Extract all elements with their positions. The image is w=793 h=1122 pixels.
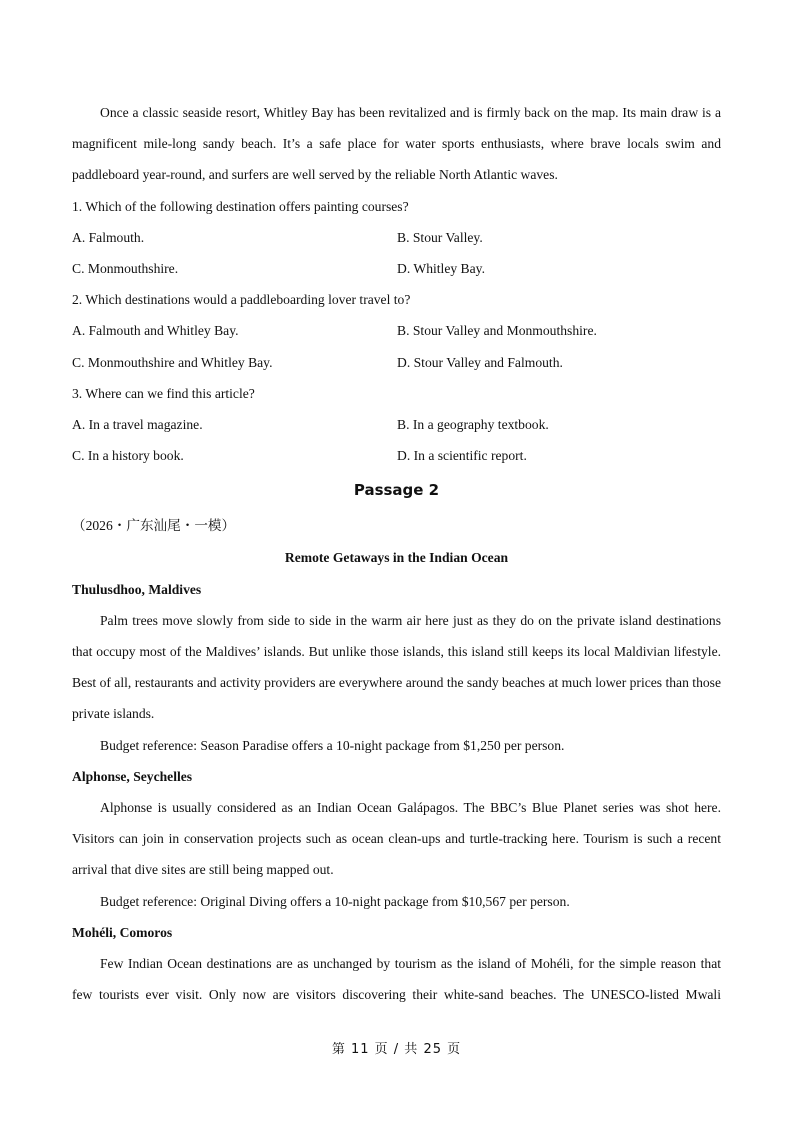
option-a: A. In a travel magazine. — [72, 417, 203, 433]
section-moheli — [72, 917, 721, 1011]
section-text: Palm trees move slowly from side to side in the warm air here just as they do on the private island destinations that occupy most of the Maldives’ islands. But unlike those islands, this island still keeps its local Maldivian lifestyle. Best of all, restaurants and activity providers are everywhere around the sandy beaches at much lower prices than those private islands. — [72, 612, 721, 722]
section-text: Few Indian Ocean destinations are as unchanged by tourism as the island of Mohéli, for the simple reason that few tourists ever visit. Only now are visitors discovering their white-sand beaches. The UNESCO-listed Mwali — [72, 956, 721, 1003]
section-heading: Thulusdhoo, Maldives — [72, 581, 202, 597]
section-text: Alphonse is usually considered as an Indian Ocean Galápagos. The BBC’s Blue Planet series was shot here. Visitors can join in conservation projects such as ocean clean-ups and turtle-tracking here. Tourism is such a recent arrival that dive sites are still being mapped out. — [72, 800, 721, 878]
option-d: D. In a scientific report. — [397, 448, 527, 464]
section-thulusdhoo — [72, 574, 721, 761]
section-budget: Budget reference: Season Paradise offers a 10-night package from $1,250 per person. — [100, 737, 565, 753]
option-b: B. Stour Valley. — [397, 229, 483, 245]
passage1-paragraph: Once a classic seaside resort, Whitley Bay has been revitalized and is firmly back on the map. Its main draw is a magnificent mile-long sandy beach. It’s a safe place for water sports enthusiasts, where brave locals swim and paddleboard year-round, and surfers are well served by the reliable North Atlantic waves. — [72, 105, 721, 183]
question-2 — [72, 284, 721, 378]
option-b: B. In a geography textbook. — [397, 417, 549, 433]
section-heading: Alphonse, Seychelles — [72, 768, 193, 784]
option-c: C. In a history book. — [72, 448, 184, 464]
section-heading: Mohéli, Comoros — [72, 924, 173, 940]
option-a: A. Falmouth. — [72, 229, 145, 245]
passage-heading: Passage 2 — [353, 481, 440, 500]
question-1 — [72, 191, 721, 285]
article-title: Remote Getaways in the Indian Ocean — [284, 550, 509, 566]
passage-source: （2026・广东汕尾・一模） — [72, 518, 236, 534]
question-stem: 3. Where can we find this article? — [72, 385, 255, 401]
question-stem: 2. Which destinations would a paddleboarding lover travel to? — [72, 292, 411, 308]
question-stem: 1. Which of the following destination offers painting courses? — [72, 198, 409, 214]
page-content — [72, 97, 721, 1010]
section-budget: Budget reference: Original Diving offers a 10-night package from $10,567 per person. — [100, 893, 570, 909]
option-a: A. Falmouth and Whitley Bay. — [72, 323, 239, 339]
question-3 — [72, 378, 721, 472]
option-b: B. Stour Valley and Monmouthshire. — [397, 323, 597, 339]
option-c: C. Monmouthshire. — [72, 261, 179, 277]
option-d: D. Whitley Bay. — [397, 261, 485, 277]
option-d: D. Stour Valley and Falmouth. — [397, 354, 563, 370]
option-c: C. Monmouthshire and Whitley Bay. — [72, 354, 273, 370]
section-alphonse — [72, 761, 721, 917]
page-number: 第 11 页 / 共 25 页 — [331, 1042, 462, 1057]
